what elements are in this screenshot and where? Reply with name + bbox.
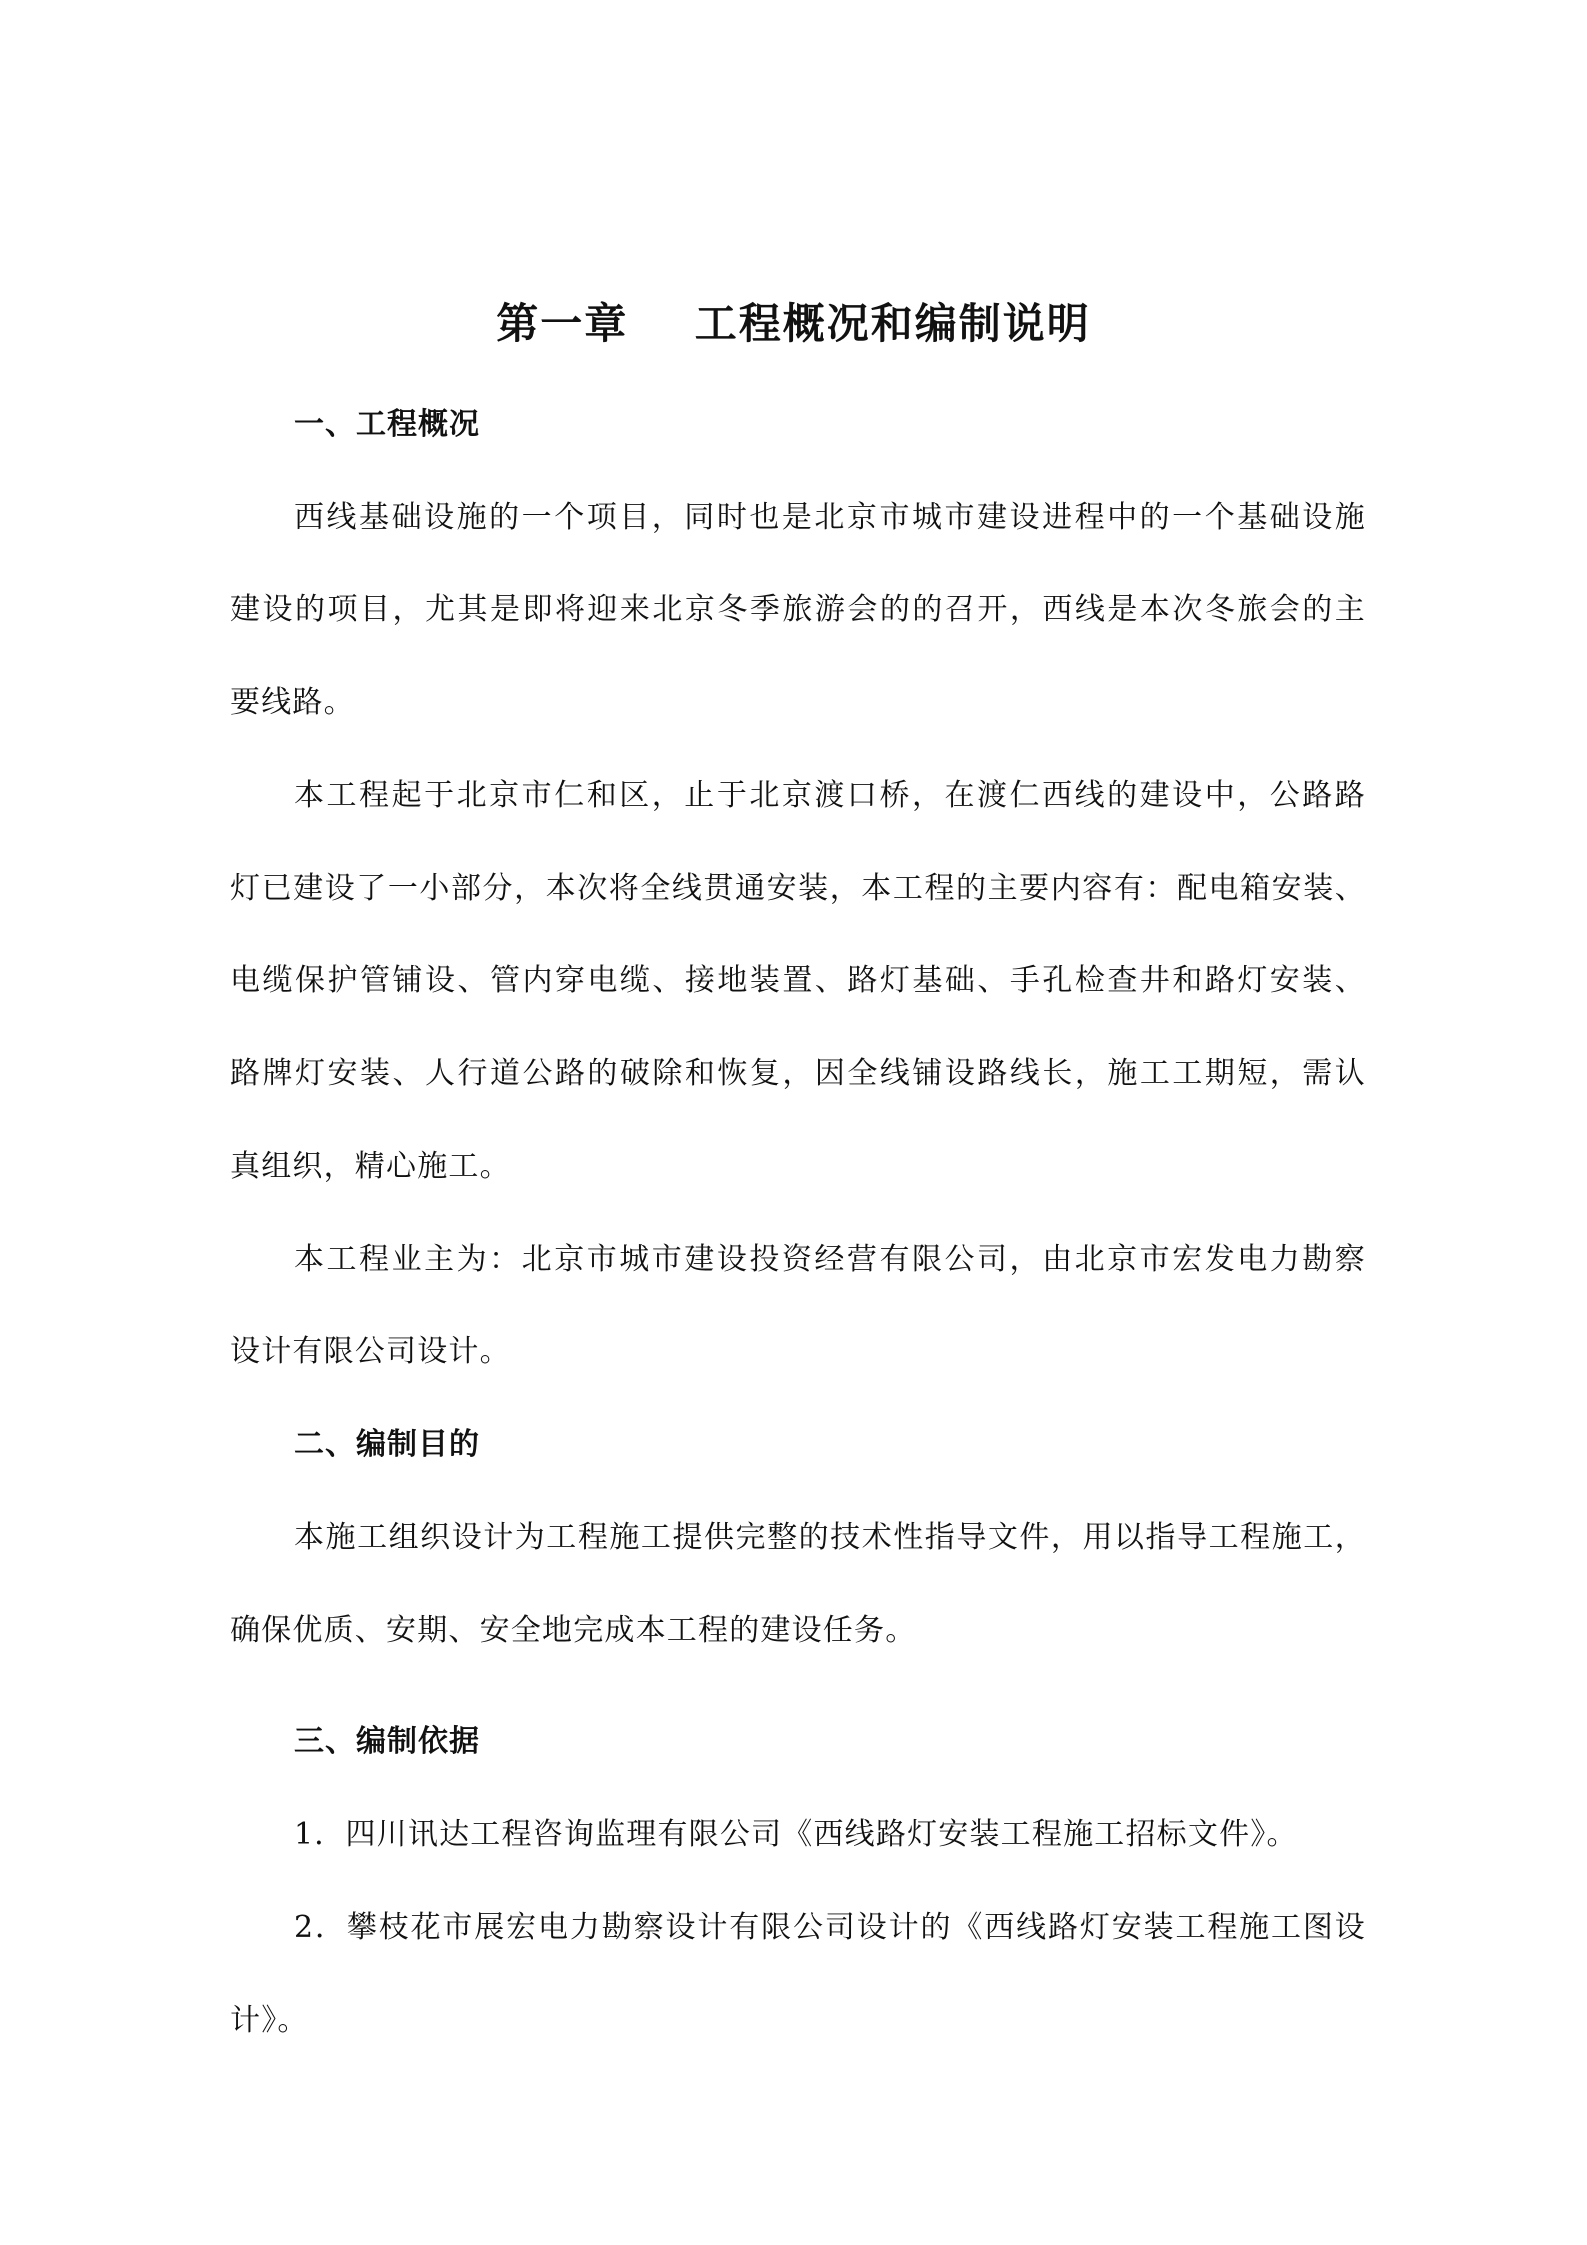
section-heading-basis: 三、编制依据 <box>294 1724 480 1759</box>
paragraph-line: 建设的项目，尤其是即将迎来北京冬季旅游会的的召开，西线是本次冬旅会的主 <box>230 592 1366 627</box>
paragraph-line: 真组织，精心施工。 <box>230 1149 511 1184</box>
paragraph-line: 1．四川讯达工程咨询监理有限公司《西线路灯安装工程施工招标文件》。 <box>294 1817 1298 1852</box>
paragraph-line: 电缆保护管铺设、管内穿电缆、接地装置、路灯基础、手孔检查井和路灯安装、 <box>230 963 1366 998</box>
paragraph-line: 灯已建设了一小部分，本次将全线贯通安装，本工程的主要内容有：配电箱安装、 <box>230 871 1366 906</box>
section-heading-purpose: 二、编制目的 <box>294 1427 480 1462</box>
paragraph-line: 本工程业主为：北京市城市建设投资经营有限公司，由北京市宏发电力勘察 <box>294 1242 1366 1277</box>
paragraph-line: 要线路。 <box>230 685 355 720</box>
paragraph-line: 西线基础设施的一个项目，同时也是北京市城市建设进程中的一个基础设施 <box>294 500 1366 535</box>
section-heading-overview: 一、工程概况 <box>294 407 480 442</box>
paragraph-line: 路牌灯安装、人行道公路的破除和恢复，因全线铺设路线长，施工工期短，需认 <box>230 1056 1366 1091</box>
paragraph-line: 设计有限公司设计。 <box>230 1334 511 1369</box>
paragraph-line: 计》。 <box>230 2003 309 2038</box>
paragraph-line: 确保优质、安期、安全地完成本工程的建设任务。 <box>230 1613 917 1648</box>
paragraph-line: 2．攀枝花市展宏电力勘察设计有限公司设计的《西线路灯安装工程施工图设 <box>294 1910 1366 1945</box>
paragraph-line: 本工程起于北京市仁和区，止于北京渡口桥，在渡仁西线的建设中，公路路 <box>294 778 1366 813</box>
paragraph-line: 本施工组织设计为工程施工提供完整的技术性指导文件，用以指导工程施工， <box>294 1520 1366 1555</box>
chapter-title: 第一章 工程概况和编制说明 <box>496 299 1091 348</box>
